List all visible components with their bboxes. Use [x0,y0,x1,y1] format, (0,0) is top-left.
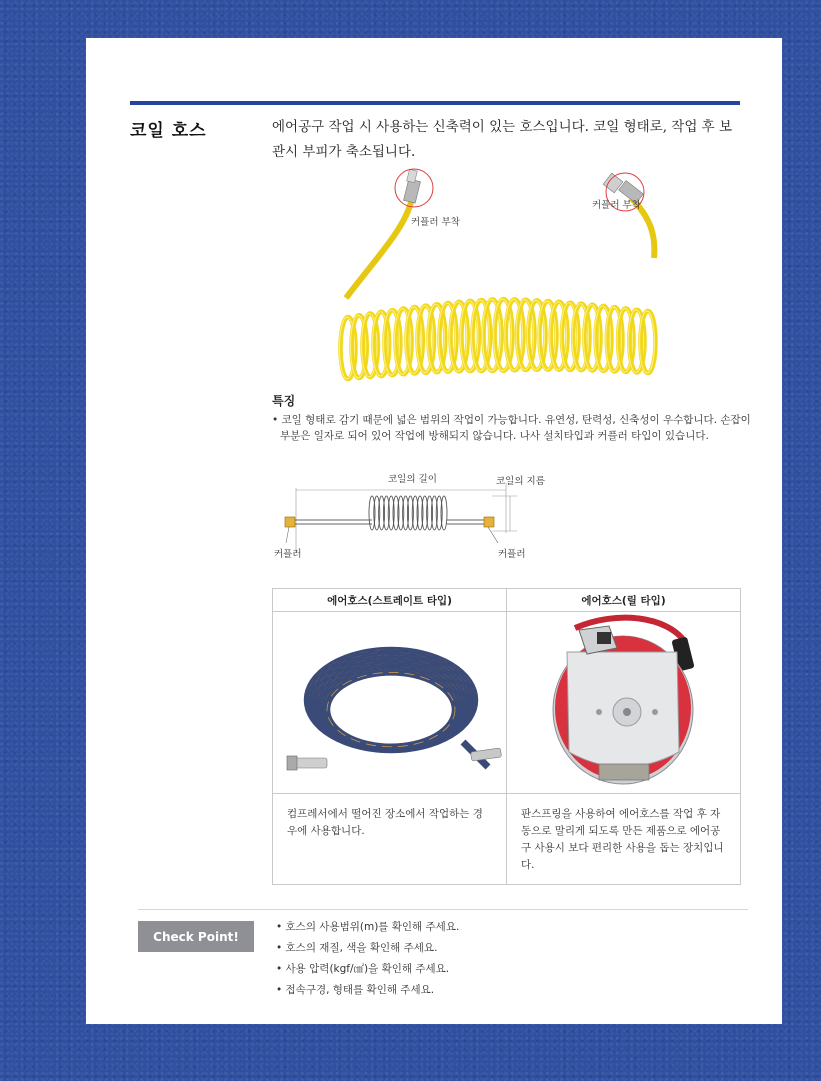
check-point-item: • 접속구경, 형태를 확인해 주세요. [276,980,459,1001]
features-text: • 코일 형태로 감기 때문에 넓은 범위의 작업이 가능합니다. 유연성, 탄력성, 신축성이 우수합니다. 손잡이 부분은 일자로 되어 있어 작업에 방해되지 않습니다. 나사 설치타입과 커플러 타입이 있습니다. [272,414,751,442]
straight-hose-image [273,612,507,794]
coupler-left-icon [285,517,295,527]
check-point-list [276,917,459,1001]
coil-hose-photo [256,158,676,394]
header-reel-type: 에어호스(릴 타입) [507,589,741,612]
check-point-badge: Check Point! [138,921,254,952]
features-heading: 특징 [272,394,296,408]
section-rule [130,101,740,105]
coil-length-label: 코일의 길이 [388,474,437,485]
coil-diagram [272,463,572,563]
section-title: 코일 호스 [130,121,207,141]
photo-label-right: 커플러 부착 [592,200,641,211]
check-point-item: • 호스의 재질, 색을 확인해 주세요. [276,938,459,959]
hose-comparison-table [272,588,741,885]
photo-label-left: 커플러 부착 [411,217,460,228]
straight-type-description: 컴프레서에서 떨어진 장소에서 작업하는 경우에 사용합니다. [273,794,507,885]
section-description: 에어공구 작업 시 사용하는 신축력이 있는 호스입니다. 코일 형태로, 작업 후 보관시 부피가 축소됩니다. [272,119,733,160]
coil-diameter-label: 코일의 지름 [496,476,545,487]
coupler-right-icon [484,517,494,527]
check-point-item: • 호스의 사용범위(m)를 확인해 주세요. [276,917,459,938]
checkpoint-divider [138,909,748,910]
reel-hose-image [507,612,741,794]
reel-type-description: 판스프링을 사용하여 에어호스를 작업 후 자동으로 말리게 되도록 만든 제품으로 에어공구 사용시 보다 편리한 사용을 돕는 장치입니다. [507,794,741,885]
coil-loops [340,299,656,379]
coupler-right-label: 커플러 [498,549,526,560]
header-straight-type: 에어호스(스트레이트 타입) [273,589,507,612]
product-sheet [86,38,782,1024]
check-point-item: • 사용 압력(kgf/㎠)을 확인해 주세요. [276,959,459,980]
coupler-left-label: 커플러 [274,549,302,560]
